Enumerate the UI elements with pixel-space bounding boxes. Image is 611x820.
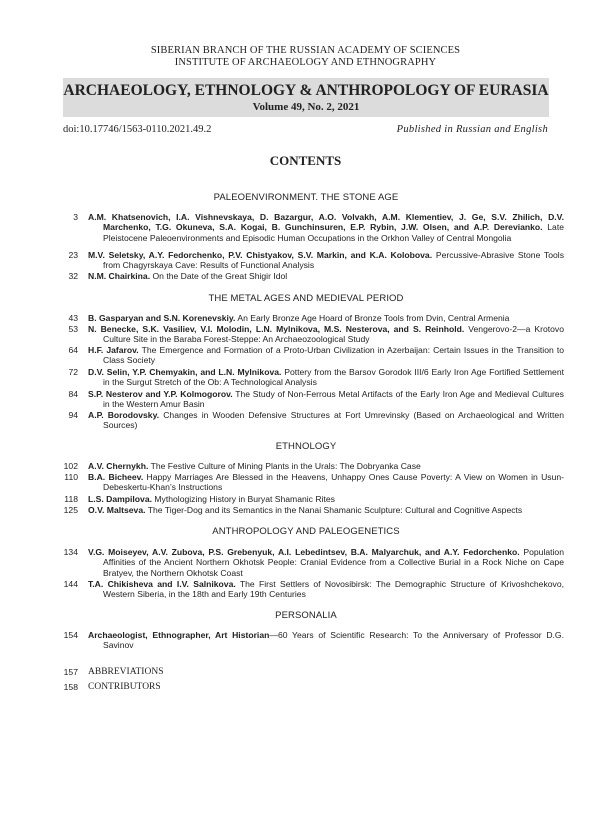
section-heading: PALEOENVIRONMENT. THE STONE AGE [213,192,399,203]
entry-title: ABBREVIATIONS [88,667,164,677]
entry-title: —60 Years of Scientific Research: To the Anniversary of Professor D.G. Savinov [103,630,564,651]
entry-title: Late Pleistocene Paleoenvironments and Episodic Human Occupations in the Orkhon Valley of Central Mongolia [103,222,564,243]
entry-authors: S.P. Nesterov and Y.P. Kolmogorov. [88,389,233,399]
entry-title: The Study of Non-Ferrous Metal Artifacts of the Early Iron Age and Medieval Cultures in the Western Amur Basin [103,389,564,410]
page-number: 23 [68,250,78,260]
contents-heading: CONTENTS [269,153,342,168]
section-heading: ANTHROPOLOGY AND PALEOGENETICS [212,526,400,537]
entry-title: Population Affinities of the Ancient Northern Okhotsk People: Cranial Evidence from a Collective Burial in a Rock Niche on Cape Bratyev, the Northern Okhotsk Coast [103,547,564,578]
entry-title: Changes in Wooden Defensive Structures at Fort Umrevinsky (Based on Archaeological and Written Sources) [103,410,564,431]
entry-title: Vengerovo-2—a Krotovo Culture Site in the Baraba Forest-Steppe: An Archaeozoological Study [103,324,564,345]
entry-title: The Emergence and Formation of a Proto-Urban Civilization in Azerbaijan: Certain Issues in the Transition to Class Society [103,345,564,366]
entry-authors: A.M. Khatsenovich, I.A. Vishnevskaya, D. Bazargur, A.O. Volvakh, A.M. Klementiev, J. Ge, S.V. Zhilich, D.V. Marchenko, T.G. Okuneva, S.A. Kogai, B. Gunchinsuren, E.P. Rybin, J.W. Olsen, and A.P. Derevianko. [88,212,564,233]
page-number: 125 [63,505,78,515]
section-heading: PERSONALIA [275,610,337,621]
entry-authors: Archaeologist, Ethnographer, Art Historian [88,630,270,640]
page-number: 158 [63,682,78,692]
entry-title: Happy Marriages Are Blessed in the Heavens, Unhappy Ones Cause Poverty: A View on Women in Usun-Debeskertu-Khan’s Instructions [103,472,564,493]
page-number: 157 [63,667,78,677]
page-number: 94 [68,410,78,420]
page-number: 43 [68,313,78,323]
entry-authors: T.A. Chikisheva and I.V. Salnikova. [88,579,236,589]
entry-title: On the Date of the Great Shigir Idol [152,271,288,281]
page-number: 72 [68,367,78,377]
entry-authors: D.V. Selin, Y.P. Chemyakin, and L.N. Mylnikova. [88,367,282,377]
entry-title: Mythologizing History in Buryat Shamanic Rites [154,494,335,504]
published-note: Published in Russian and English [396,124,548,135]
entry-title: The Tiger-Dog and its Semantics in the Nanai Shamanic Sculpture: Cultural and Cognitive Aspects [147,505,523,515]
page-number: 102 [63,461,78,471]
entry-title: An Early Bronze Age Hoard of Bronze Tools from Dvin, Central Armenia [237,313,510,323]
entry-title: Percussive-Abrasive Stone Tools from Chagyrskaya Cave: Results of Functional Analysis [103,250,564,271]
entry-authors: H.F. Jafarov. [88,345,139,355]
entry-authors: A.P. Borodovsky. [88,410,160,420]
page-number: 3 [73,212,78,222]
page-number: 144 [63,579,78,589]
entry-authors: B. Gasparyan and S.N. Korenevskiy. [88,313,236,323]
page-number: 110 [64,472,78,482]
doi: doi:10.17746/1563-0110.2021.49.2 [63,124,212,135]
entry-authors: L.S. Dampilova. [88,494,152,504]
page-number: 118 [64,494,78,504]
entry-authors: M.V. Seletsky, A.Y. Fedorchenko, P.V. Chistyakov, S.V. Markin, and K.A. Kolobova. [88,250,433,260]
entry-authors: N. Benecke, S.K. Vasiliev, V.I. Molodin, L.N. Mylnikova, M.S. Nesterova, and S. Reinhold. [88,324,465,334]
page-number: 32 [68,271,78,281]
journal-title: ARCHAEOLOGY, ETHNOLOGY & ANTHROPOLOGY OF EURASIA [63,82,549,99]
section-heading: THE METAL AGES AND MEDIEVAL PERIOD [208,293,404,304]
entry-title: The First Settlers of Novosibirsk: The Demographic Structure of Krivoshchekovo, Western Siberia, in the 18th and Early 19th Centuries [103,579,564,600]
entry-title: Pottery from the Barsov Gorodok III/6 Early Iron Age Fortified Settlement in the Surgut Stretch of the Ob: A Technological Analysis [103,367,565,388]
page-number: 84 [68,389,78,399]
entry-authors: V.G. Moiseyev, A.V. Zubova, P.S. Grebenyuk, A.I. Lebedintsev, B.A. Malyarchuk, and A.Y. Fedorchenko. [88,547,520,557]
page-number: 134 [63,547,78,557]
page-number: 154 [63,630,78,640]
entry-title: The Festive Culture of Mining Plants in the Urals: The Dobryanka Case [150,461,421,471]
entry-authors: A.V. Chernykh. [88,461,149,471]
section-heading: ETHNOLOGY [275,441,337,452]
page-number: 64 [68,345,78,355]
entry-authors: N.M. Chairkina. [88,271,151,281]
volume-info: Volume 49, No. 2, 2021 [252,101,360,113]
entry-title: CONTRIBUTORS [88,682,161,692]
page-number: 53 [68,324,78,334]
institute-line: INSTITUTE OF ARCHAEOLOGY AND ETHNOGRAPHY [174,57,437,68]
publisher-line: SIBERIAN BRANCH OF THE RUSSIAN ACADEMY OF SCIENCES [150,45,461,56]
entry-authors: B.A. Bicheev. [88,472,144,482]
entry-authors: O.V. Maltseva. [88,505,146,515]
